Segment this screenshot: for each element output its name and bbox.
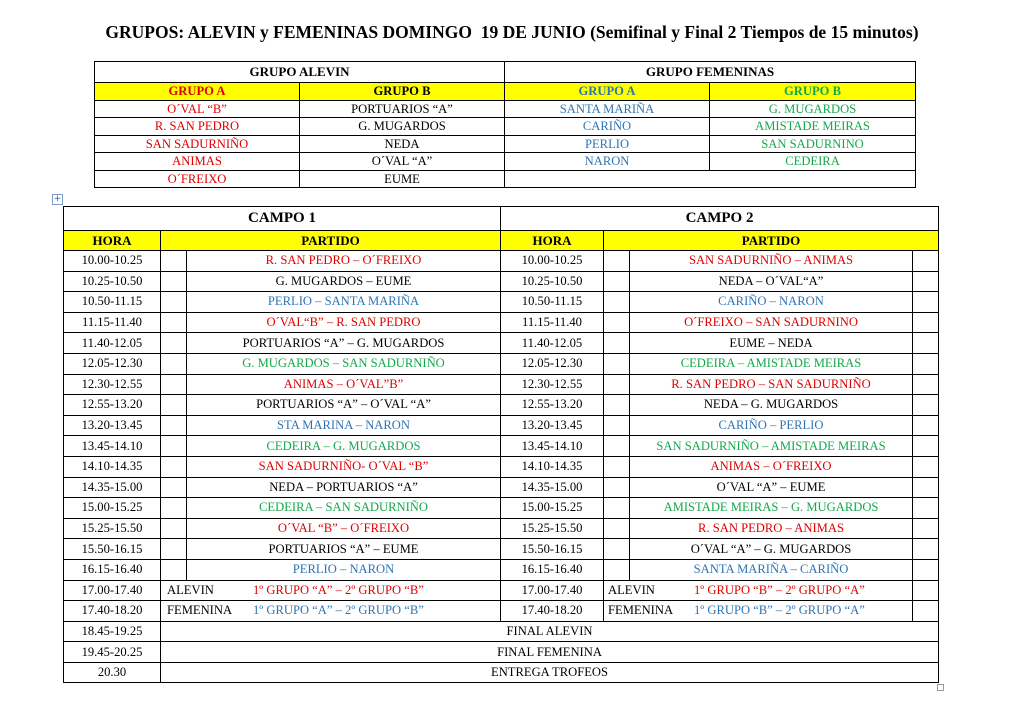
- campo-1-match-cell: G. MUGARDOS – EUME: [187, 271, 501, 292]
- group-team-cell: SANTA MARIÑA: [505, 100, 710, 118]
- group-empty-cell: [505, 170, 916, 188]
- campo-2-hora-cell: 11.40-12.05: [501, 333, 604, 354]
- campo-2-hora-cell: 14.35-15.00: [501, 477, 604, 498]
- campo-2-match-cell: SAN SADURNIÑO – AMISTADE MEIRAS: [630, 436, 913, 457]
- campo-2-hora-cell: 14.10-14.35: [501, 456, 604, 477]
- campo-2-hora-cell: 13.20-13.45: [501, 415, 604, 436]
- schedule-row: [64, 477, 939, 498]
- campo-1-spacer-cell: [161, 271, 187, 292]
- campo-1-spacer-cell: [161, 333, 187, 354]
- campo-1-hora-cell: 16.15-16.40: [64, 559, 161, 580]
- campo-1-partido-header: PARTIDO: [161, 231, 501, 251]
- semifinal-match-label: 1º GRUPO “B” – 2º GRUPO “A”: [694, 603, 865, 618]
- campo-2-spacer-right-cell: [913, 353, 939, 374]
- campo-1-semifinal-cell: [161, 601, 501, 622]
- campo-2-hora-cell: 12.55-13.20: [501, 395, 604, 416]
- campo-1-match-cell: NEDA – PORTUARIOS “A”: [187, 477, 501, 498]
- campo-2-spacer-right-cell: [913, 292, 939, 313]
- final-hora-cell: 18.45-19.25: [64, 621, 161, 642]
- schedule-row: [64, 498, 939, 519]
- campo-1-hora-cell: 11.40-12.05: [64, 333, 161, 354]
- campo-1-hora-cell: 15.25-15.50: [64, 518, 161, 539]
- campo-2-spacer-right-cell: [913, 395, 939, 416]
- semifinal-category-label: ALEVIN: [608, 582, 655, 597]
- campo-2-spacer-cell: [604, 271, 630, 292]
- campo-1-match-cell: O´VAL “B” – O´FREIXO: [187, 518, 501, 539]
- schedule-row: [64, 271, 939, 292]
- campo-2-match-cell: EUME – NEDA: [630, 333, 913, 354]
- campo-2-match-cell: O´VAL “A” – G. MUGARDOS: [630, 539, 913, 560]
- campo-1-spacer-cell: [161, 292, 187, 313]
- campo-2-hora-cell: 16.15-16.40: [501, 559, 604, 580]
- campo-1-spacer-cell: [161, 251, 187, 272]
- final-row: [64, 662, 939, 683]
- campo-2-match-cell: AMISTADE MEIRAS – G. MUGARDOS: [630, 498, 913, 519]
- femeninas-group-title: GRUPO FEMENINAS: [505, 62, 916, 83]
- campo-2-match-cell: CEDEIRA – AMISTADE MEIRAS: [630, 353, 913, 374]
- campo-2-spacer-cell: [604, 292, 630, 313]
- group-team-cell: R. SAN PEDRO: [95, 118, 300, 136]
- campo-2-spacer-cell: [604, 456, 630, 477]
- campo-2-spacer-cell: [604, 395, 630, 416]
- campo-2-match-cell: CARIÑO – NARON: [630, 292, 913, 313]
- semifinal-match-label: 1º GRUPO “B” – 2º GRUPO “A”: [694, 582, 865, 597]
- campo-1-match-cell: STA MARINA – NARON: [187, 415, 501, 436]
- group-team-cell: ANIMAS: [95, 153, 300, 171]
- campo-1-spacer-cell: [161, 374, 187, 395]
- table-resize-handle[interactable]: [937, 684, 944, 691]
- campo-2-hora-cell: 15.50-16.15: [501, 539, 604, 560]
- semifinal-match-label: 1º GRUPO “A” – 2º GRUPO “B”: [253, 603, 424, 618]
- group-team-cell: O´VAL “B”: [95, 100, 300, 118]
- femeninas-group-b-header: GRUPO B: [710, 83, 916, 101]
- campo-2-hora-cell: 13.45-14.10: [501, 436, 604, 457]
- schedule-row: [64, 456, 939, 477]
- campo-1-spacer-cell: [161, 456, 187, 477]
- campo-1-hora-cell: 12.30-12.55: [64, 374, 161, 395]
- campo-1-hora-cell: 17.40-18.20: [64, 601, 161, 622]
- group-team-cell: PORTUARIOS “A”: [300, 100, 505, 118]
- group-team-cell: G. MUGARDOS: [300, 118, 505, 136]
- campo-1-match-cell: PORTUARIOS “A” – O´VAL “A”: [187, 395, 501, 416]
- campo-1-spacer-cell: [161, 415, 187, 436]
- campo-1-match-cell: PERLIO – NARON: [187, 559, 501, 580]
- group-team-cell: AMISTADE MEIRAS: [710, 118, 916, 136]
- campo-2-spacer-right-cell: [913, 601, 939, 622]
- campo-2-hora-cell: 10.25-10.50: [501, 271, 604, 292]
- campo-2-match-cell: SANTA MARIÑA – CARIÑO: [630, 559, 913, 580]
- group-team-cell: EUME: [300, 170, 505, 188]
- final-row: [64, 621, 939, 642]
- alevin-group-b-header: GRUPO B: [300, 83, 505, 101]
- group-team-cell: NEDA: [300, 135, 505, 153]
- campo-1-semifinal-cell: [161, 580, 501, 601]
- group-team-cell: O´FREIXO: [95, 170, 300, 188]
- schedule-row: [64, 292, 939, 313]
- campo-1-spacer-cell: [161, 539, 187, 560]
- campo-1-hora-cell: 13.45-14.10: [64, 436, 161, 457]
- campo-2-hora-cell: 17.40-18.20: [501, 601, 604, 622]
- campo-1-match-cell: CEDEIRA – G. MUGARDOS: [187, 436, 501, 457]
- campo-2-semifinal-cell: [604, 601, 913, 622]
- campo-1-spacer-cell: [161, 477, 187, 498]
- campo-2-match-cell: NEDA – G. MUGARDOS: [630, 395, 913, 416]
- schedule-row: [64, 518, 939, 539]
- campo-1-hora-cell: 10.50-11.15: [64, 292, 161, 313]
- campo-2-hora-header: HORA: [501, 231, 604, 251]
- campo-1-spacer-cell: [161, 559, 187, 580]
- campo-2-match-cell: R. SAN PEDRO – ANIMAS: [630, 518, 913, 539]
- campo-2-title: CAMPO 2: [501, 207, 939, 231]
- campo-2-spacer-cell: [604, 436, 630, 457]
- campo-1-hora-cell: 14.10-14.35: [64, 456, 161, 477]
- campo-2-spacer-right-cell: [913, 251, 939, 272]
- campo-2-spacer-cell: [604, 539, 630, 560]
- campo-2-match-cell: R. SAN PEDRO – SAN SADURNIÑO: [630, 374, 913, 395]
- campo-1-match-cell: ANIMAS – O´VAL”B”: [187, 374, 501, 395]
- campo-1-match-cell: PORTUARIOS “A” – G. MUGARDOS: [187, 333, 501, 354]
- campo-2-hora-cell: 12.05-12.30: [501, 353, 604, 374]
- campo-1-hora-cell: 14.35-15.00: [64, 477, 161, 498]
- group-team-cell: SAN SADURNIÑO: [95, 135, 300, 153]
- final-label-cell: FINAL ALEVIN: [161, 621, 939, 642]
- campo-1-hora-cell: 12.05-12.30: [64, 353, 161, 374]
- campo-1-title: CAMPO 1: [64, 207, 501, 231]
- campo-1-spacer-cell: [161, 436, 187, 457]
- campo-1-match-cell: SAN SADURNIÑO- O´VAL “B”: [187, 456, 501, 477]
- campo-1-hora-header: HORA: [64, 231, 161, 251]
- campo-2-spacer-right-cell: [913, 415, 939, 436]
- schedule-row: [64, 312, 939, 333]
- campo-2-spacer-right-cell: [913, 580, 939, 601]
- campo-1-spacer-cell: [161, 312, 187, 333]
- campo-2-semifinal-cell: [604, 580, 913, 601]
- alevin-group-title: GRUPO ALEVIN: [95, 62, 505, 83]
- final-label-cell: ENTREGA TROFEOS: [161, 662, 939, 683]
- campo-2-spacer-cell: [604, 415, 630, 436]
- groups-row: [95, 100, 916, 118]
- schedule-row: [64, 395, 939, 416]
- campo-2-spacer-cell: [604, 353, 630, 374]
- campo-2-hora-cell: 15.00-15.25: [501, 498, 604, 519]
- group-team-cell: G. MUGARDOS: [710, 100, 916, 118]
- campo-2-match-cell: SAN SADURNIÑO – ANIMAS: [630, 251, 913, 272]
- campo-1-hora-cell: 15.00-15.25: [64, 498, 161, 519]
- femeninas-group-a-header: GRUPO A: [505, 83, 710, 101]
- campo-1-match-cell: R. SAN PEDRO – O´FREIXO: [187, 251, 501, 272]
- schedule-row: [64, 415, 939, 436]
- groups-row: [95, 170, 916, 188]
- campo-2-spacer-cell: [604, 312, 630, 333]
- campo-2-spacer-right-cell: [913, 312, 939, 333]
- campo-1-spacer-cell: [161, 353, 187, 374]
- semifinal-category-label: FEMENINA: [608, 603, 674, 618]
- campo-2-spacer-right-cell: [913, 539, 939, 560]
- campo-2-spacer-cell: [604, 333, 630, 354]
- final-row: [64, 642, 939, 663]
- campo-1-spacer-cell: [161, 498, 187, 519]
- group-team-cell: NARON: [505, 153, 710, 171]
- group-team-cell: CARIÑO: [505, 118, 710, 136]
- semifinal-row: [64, 601, 939, 622]
- page-title: GRUPOS: ALEVIN y FEMENINAS DOMINGO 19 DE JUNIO (Semifinal y Final 2 Tiempos de 15 minutos): [105, 22, 919, 42]
- campo-1-hora-cell: 17.00-17.40: [64, 580, 161, 601]
- campo-1-match-cell: PORTUARIOS “A” – EUME: [187, 539, 501, 560]
- campo-2-hora-cell: 10.50-11.15: [501, 292, 604, 313]
- campo-2-spacer-right-cell: [913, 559, 939, 580]
- group-team-cell: SAN SADURNINO: [710, 135, 916, 153]
- campo-1-hora-cell: 11.15-11.40: [64, 312, 161, 333]
- semifinal-category-label: FEMENINA: [167, 603, 233, 618]
- group-team-cell: O´VAL “A”: [300, 153, 505, 171]
- semifinal-category-label: ALEVIN: [167, 582, 214, 597]
- campo-2-spacer-right-cell: [913, 271, 939, 292]
- campo-2-match-cell: O´VAL “A” – EUME: [630, 477, 913, 498]
- campo-2-spacer-right-cell: [913, 456, 939, 477]
- groups-row: [95, 153, 916, 171]
- campo-1-hora-cell: 15.50-16.15: [64, 539, 161, 560]
- campo-1-hora-cell: 12.55-13.20: [64, 395, 161, 416]
- groups-row: [95, 135, 916, 153]
- alevin-group-a-header: GRUPO A: [95, 83, 300, 101]
- campo-1-hora-cell: 10.25-10.50: [64, 271, 161, 292]
- schedule-row: [64, 251, 939, 272]
- campo-2-spacer-right-cell: [913, 374, 939, 395]
- campo-1-hora-cell: 13.20-13.45: [64, 415, 161, 436]
- schedule-row: [64, 436, 939, 457]
- schedule-row: [64, 353, 939, 374]
- campo-1-match-cell: O´VAL“B” – R. SAN PEDRO: [187, 312, 501, 333]
- campo-2-partido-header: PARTIDO: [604, 231, 939, 251]
- campo-2-spacer-cell: [604, 251, 630, 272]
- schedule-row: [64, 539, 939, 560]
- schedule-table: [63, 206, 939, 683]
- campo-2-spacer-cell: [604, 374, 630, 395]
- schedule-row: [64, 374, 939, 395]
- campo-2-hora-cell: 11.15-11.40: [501, 312, 604, 333]
- groups-table: [94, 61, 916, 188]
- campo-2-spacer-cell: [604, 477, 630, 498]
- group-team-cell: CEDEIRA: [710, 153, 916, 171]
- campo-1-match-cell: CEDEIRA – SAN SADURNIÑO: [187, 498, 501, 519]
- campo-2-spacer-cell: [604, 518, 630, 539]
- final-hora-cell: 20.30: [64, 662, 161, 683]
- campo-2-match-cell: ANIMAS – O´FREIXO: [630, 456, 913, 477]
- campo-2-match-cell: NEDA – O´VAL“A”: [630, 271, 913, 292]
- campo-1-match-cell: PERLIO – SANTA MARIÑA: [187, 292, 501, 313]
- campo-1-spacer-cell: [161, 518, 187, 539]
- group-team-cell: PERLIO: [505, 135, 710, 153]
- campo-2-spacer-right-cell: [913, 498, 939, 519]
- campo-2-spacer-right-cell: [913, 518, 939, 539]
- campo-2-spacer-cell: [604, 559, 630, 580]
- campo-2-spacer-right-cell: [913, 333, 939, 354]
- semifinal-row: [64, 580, 939, 601]
- campo-2-spacer-right-cell: [913, 436, 939, 457]
- final-label-cell: FINAL FEMENINA: [161, 642, 939, 663]
- groups-row: [95, 118, 916, 136]
- campo-2-spacer-cell: [604, 498, 630, 519]
- campo-2-hora-cell: 10.00-10.25: [501, 251, 604, 272]
- semifinal-match-label: 1º GRUPO “A” – 2º GRUPO “B”: [253, 582, 424, 597]
- campo-2-hora-cell: 12.30-12.55: [501, 374, 604, 395]
- campo-1-match-cell: G. MUGARDOS – SAN SADURNIÑO: [187, 353, 501, 374]
- campo-2-hora-cell: 17.00-17.40: [501, 580, 604, 601]
- campo-2-spacer-right-cell: [913, 477, 939, 498]
- schedule-row: [64, 333, 939, 354]
- table-move-handle-icon[interactable]: +: [53, 194, 62, 204]
- schedule-row: [64, 559, 939, 580]
- campo-1-hora-cell: 10.00-10.25: [64, 251, 161, 272]
- campo-2-match-cell: O´FREIXO – SAN SADURNINO: [630, 312, 913, 333]
- final-hora-cell: 19.45-20.25: [64, 642, 161, 663]
- campo-1-spacer-cell: [161, 395, 187, 416]
- campo-2-hora-cell: 15.25-15.50: [501, 518, 604, 539]
- campo-2-match-cell: CARIÑO – PERLIO: [630, 415, 913, 436]
